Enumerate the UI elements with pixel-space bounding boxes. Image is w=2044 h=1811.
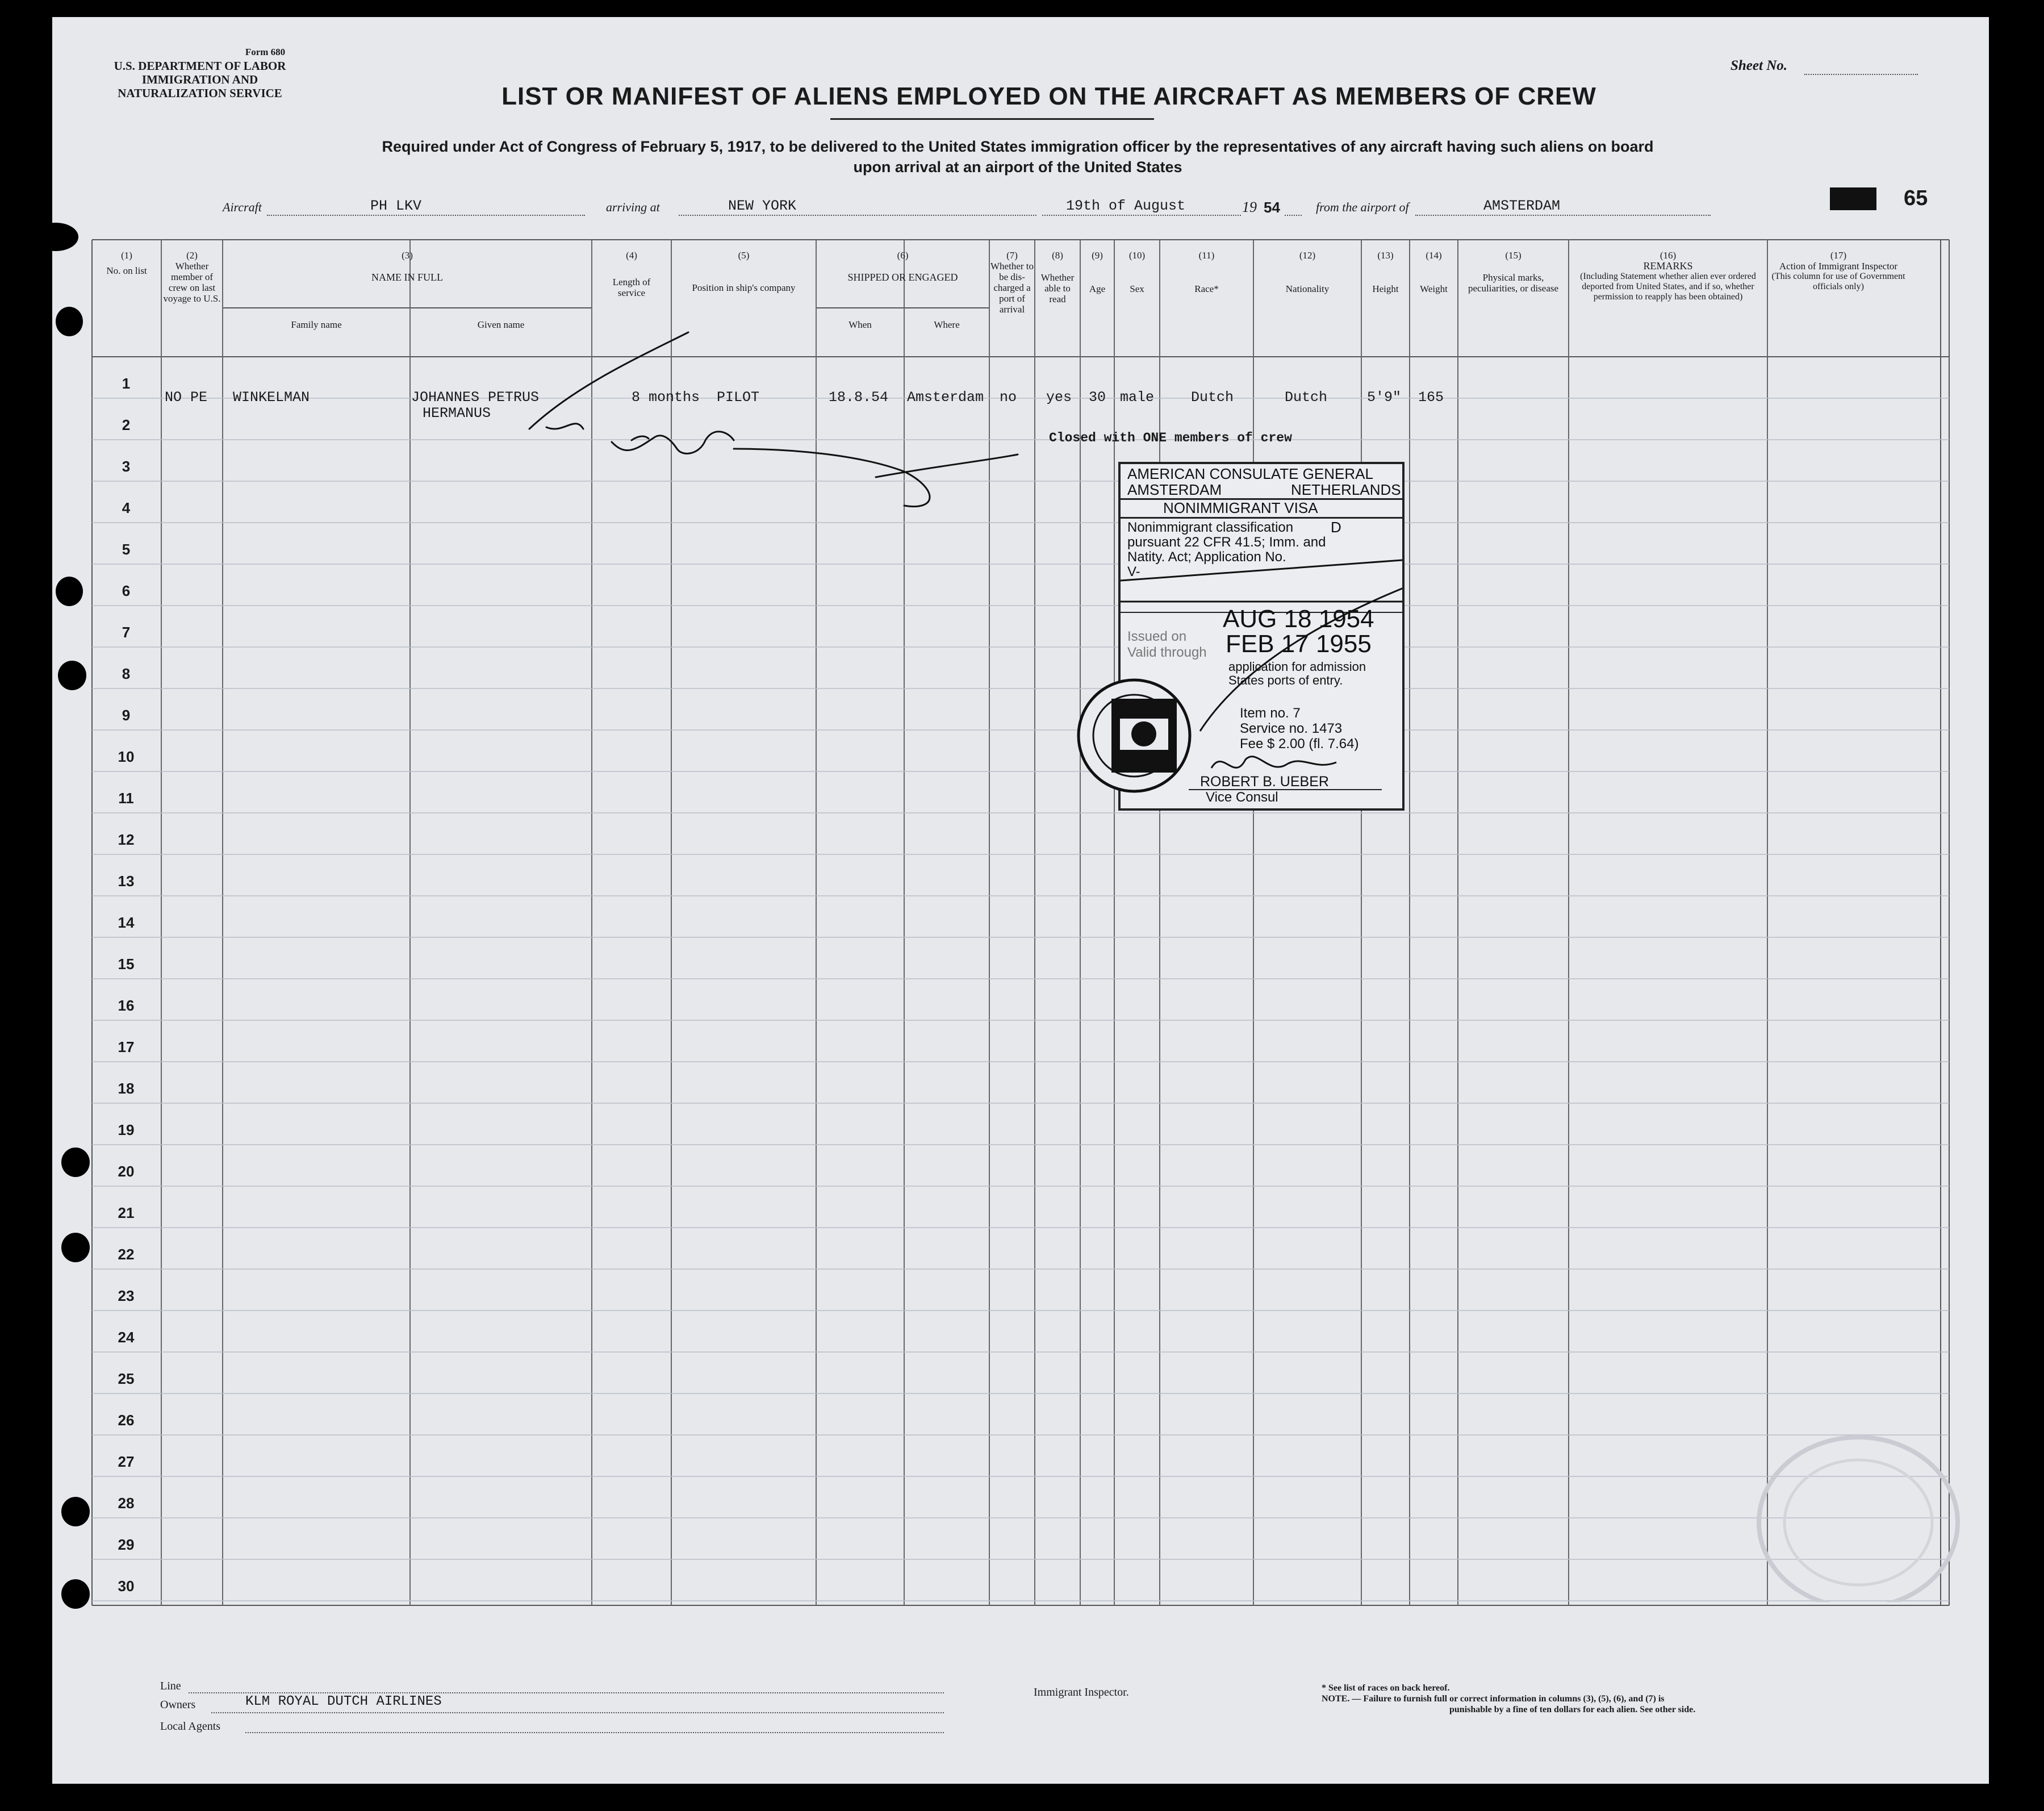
- row-number: 6: [122, 582, 131, 599]
- from-value: AMSTERDAM: [1483, 198, 1561, 214]
- footnote-penalty-cont: punishable by a fine of ten dollars for each alien. See other side.: [1449, 1705, 1696, 1714]
- col-header-remarks: (16) REMARKS (Including Statement whether alien ever ordered deported from United States, and if so, whether permission to reapply has been obtained): [1580, 250, 1756, 302]
- row-number: 2: [122, 416, 131, 433]
- year-prefix: 19: [1242, 199, 1257, 215]
- binder-hole: [61, 1147, 90, 1177]
- entry-discharged: no: [1000, 389, 1017, 406]
- entry-given-name-2: HERMANUS: [423, 405, 491, 422]
- row-number: 21: [118, 1204, 135, 1221]
- row-number: 16: [118, 997, 135, 1014]
- col-header-inspector-action: (17) Action of Immigrant Inspector (This column for use of Government officials only): [1771, 250, 1905, 291]
- stamp-ports-text: States ports of entry.: [1228, 673, 1343, 687]
- entry-position: PILOT: [717, 389, 760, 406]
- page-subtitle: Required under Act of Congress of February 5, 1917, to be delivered to the United States immigration officer by the representatives of any aircraft having such aliens on board upon arrival at an airport of the United States: [382, 138, 1654, 176]
- binder-hole: [61, 1497, 90, 1526]
- row-number: 5: [122, 541, 131, 558]
- col-header-where: Where: [934, 319, 960, 330]
- stamp-service-number: Service no. 1473: [1240, 721, 1343, 736]
- stamp-v-number: V-: [1127, 564, 1140, 579]
- stamp-country: NETHERLANDS: [1291, 481, 1401, 498]
- entry-given-name-1: JOHANNES PETRUS: [411, 389, 540, 406]
- manifest-sheet: [52, 17, 1989, 1784]
- binder-hole: [33, 223, 78, 251]
- row-number: 26: [118, 1412, 135, 1429]
- binder-hole: [58, 661, 86, 690]
- col-header-height: (13) Height: [1372, 250, 1399, 294]
- entry-family-name: WINKELMAN: [233, 389, 310, 406]
- row-number: 23: [118, 1287, 135, 1304]
- binder-hole: [56, 577, 83, 606]
- entry-length-of-service: 8 months: [632, 389, 700, 406]
- entry-last-voyage: NO PE: [165, 389, 208, 406]
- stamp-city: AMSTERDAM: [1127, 481, 1222, 498]
- row-number: 14: [118, 914, 135, 931]
- row-number: 8: [122, 665, 131, 682]
- col-header-family-name: Family name: [291, 319, 342, 330]
- row-number: 20: [118, 1163, 135, 1180]
- aircraft-label: Aircraft: [223, 200, 262, 214]
- binder-hole: [61, 1233, 90, 1262]
- row-number: 1: [122, 375, 131, 392]
- col-header-sex: (10) Sex: [1128, 250, 1146, 294]
- closing-note: Closed with ONE members of crew: [1049, 431, 1292, 445]
- owners-value: KLM ROYAL DUTCH AIRLINES: [245, 1694, 442, 1709]
- col-header-when: When: [848, 319, 872, 330]
- number-stamp: 65: [1904, 186, 1928, 210]
- row-number: 11: [118, 790, 134, 807]
- stamp-classification: Nonimmigrant classification: [1127, 520, 1294, 535]
- row-number: 22: [118, 1246, 135, 1263]
- col-header-length: (4) Length of service: [612, 250, 651, 298]
- entry-nationality: Dutch: [1285, 389, 1328, 406]
- entry-able-to-read: yes: [1046, 389, 1072, 406]
- entry-weight: 165: [1418, 389, 1444, 406]
- stamp-fee: Fee $ 2.00 (fl. 7.64): [1240, 736, 1359, 752]
- row-number: 27: [118, 1453, 135, 1470]
- footnote-penalty: NOTE. — Failure to furnish full or correct information in columns (3), (5), (6), and (7) is: [1322, 1694, 1665, 1704]
- row-number: 29: [118, 1536, 135, 1553]
- stamp-consulate: AMERICAN CONSULATE GENERAL: [1127, 465, 1373, 482]
- col-header-age: (9) Age: [1089, 250, 1106, 294]
- binder-hole: [61, 1579, 90, 1609]
- stamp-issued-label: Issued on: [1127, 629, 1187, 644]
- stamp-officer-name: ROBERT B. UEBER: [1200, 774, 1329, 790]
- col-header-given-name: Given name: [477, 319, 525, 330]
- footnote-races: * See list of races on back hereof.: [1322, 1683, 1450, 1693]
- row-number: 4: [122, 499, 131, 516]
- row-number: 25: [118, 1370, 135, 1387]
- col-header-shipped: (6) SHIPPED OR ENGAGED: [847, 250, 958, 283]
- stamp-issued-date: AUG 18 1954: [1223, 605, 1374, 633]
- entry-where: Amsterdam: [907, 389, 984, 406]
- row-number: 12: [118, 831, 135, 848]
- stamp-regulation: pursuant 22 CFR 41.5; Imm. and: [1127, 535, 1326, 550]
- stamp-visa-type: NONIMMIGRANT VISA: [1163, 499, 1318, 516]
- stamp-classification-value: D: [1331, 519, 1341, 536]
- entry-race: Dutch: [1191, 389, 1234, 406]
- col-header-last-voyage: (2) Whether member of crew on last voyage to U.S.: [163, 250, 221, 304]
- department-name: U.S. DEPARTMENT OF LABOR: [114, 59, 286, 73]
- footnotes: [1322, 1683, 1695, 1715]
- col-header-read: (8) Whether able to read: [1040, 250, 1075, 304]
- row-number: 24: [118, 1329, 135, 1346]
- stamp-officer-title: Vice Consul: [1206, 790, 1278, 805]
- owners-label: Owners: [160, 1699, 196, 1711]
- aircraft-value: PH LKV: [370, 198, 422, 214]
- signature-scribble: [52, 17, 1989, 1784]
- stamp-valid-date: FEB 17 1955: [1226, 630, 1372, 658]
- col-header-weight: (14) Weight: [1420, 250, 1448, 294]
- row-number: 7: [122, 624, 131, 641]
- stamp-admission-text: application for admission: [1228, 660, 1366, 674]
- service-name: IMMIGRATION AND NATURALIZATION SERVICE: [118, 73, 282, 100]
- row-number: 28: [118, 1495, 135, 1512]
- row-number: 9: [122, 707, 131, 724]
- immigrant-inspector-label: Immigrant Inspector.: [1034, 1686, 1129, 1699]
- col-header-discharged: (7) Whether to be dis-charged a port of arrival: [990, 250, 1034, 315]
- row-number: 13: [118, 873, 135, 890]
- fee-stamp-seal: [1075, 665, 1194, 812]
- row-number: 19: [118, 1121, 135, 1138]
- line-label: Line: [160, 1680, 181, 1692]
- year-value: 54: [1264, 199, 1280, 216]
- arriving-value: NEW YORK: [728, 198, 797, 214]
- entry-height: 5'9": [1367, 389, 1402, 406]
- arrival-date: 19th of August: [1066, 198, 1186, 214]
- stamp-application: Natity. Act; Application No.: [1127, 549, 1286, 565]
- sheet-label: Sheet No.: [1730, 58, 1787, 73]
- col-header-name: (3) NAME IN FULL: [371, 250, 443, 283]
- entry-sex: male: [1120, 389, 1155, 406]
- local-agents-label: Local Agents: [160, 1720, 221, 1733]
- entry-when: 18.8.54: [829, 389, 889, 406]
- row-number: 3: [122, 458, 131, 475]
- row-number: 17: [118, 1038, 135, 1055]
- stamp-item-number: Item no. 7: [1240, 706, 1301, 721]
- col-header-physical-marks: (15) Physical marks, peculiarities, or disease: [1468, 250, 1559, 294]
- entry-age: 30: [1089, 389, 1106, 406]
- col-header-nationality: (12) Nationality: [1285, 250, 1330, 294]
- row-number: 18: [118, 1080, 135, 1097]
- from-label: from the airport of: [1316, 200, 1409, 214]
- row-number: 30: [118, 1578, 135, 1595]
- col-header-no: (1) No. on list: [106, 250, 147, 276]
- col-header-position: (5) Position in ship's company: [692, 250, 796, 293]
- embossed-seal: [1716, 1420, 1978, 1602]
- page-title: LIST OR MANIFEST OF ALIENS EMPLOYED ON THE AIRCRAFT AS MEMBERS OF CREW: [501, 82, 1596, 110]
- binder-hole: [56, 307, 83, 336]
- arriving-label: arriving at: [606, 200, 660, 214]
- row-number: 15: [118, 955, 135, 973]
- row-number: 10: [118, 748, 135, 765]
- form-number: Form 680: [245, 47, 286, 57]
- col-header-race: (11) Race*: [1194, 250, 1219, 294]
- stamp-valid-label: Valid through: [1127, 645, 1207, 660]
